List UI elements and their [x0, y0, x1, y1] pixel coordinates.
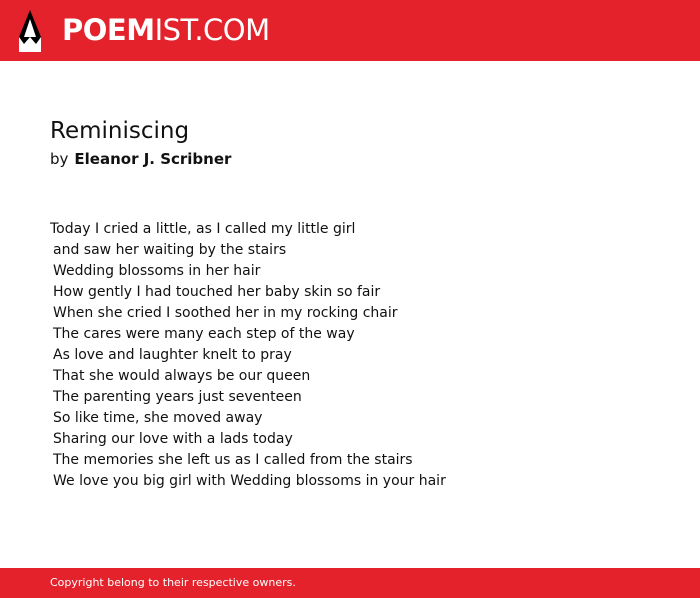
poem-byline [50, 149, 231, 169]
poem-line: As love and laughter knelt to pray [53, 347, 292, 363]
poem-line: That she would always be our queen [53, 368, 311, 384]
poem-line: We love you big girl with Wedding blossoms in your hair [53, 473, 446, 489]
logo-light-text: IST.COM [154, 13, 270, 47]
logo-bold-text: POEM [62, 13, 155, 47]
poem-line: and saw her waiting by the stairs [53, 242, 287, 258]
poem-line: When she cried I soothed her in my rocking chair [53, 305, 398, 321]
poem-line: How gently I had touched her baby skin so fair [53, 284, 381, 300]
author-name: Eleanor J. Scribner [74, 150, 232, 168]
copyright-text: Copyright belong to their respective owners. [50, 576, 296, 589]
site-footer [0, 568, 700, 598]
by-label: by [50, 150, 69, 168]
poem-title: Reminiscing [50, 118, 190, 144]
poem-line: The memories she left us as I called from the stairs [53, 452, 413, 468]
poem-line: Sharing our love with a lads today [53, 431, 293, 447]
site-logo[interactable] [62, 12, 270, 48]
pen-nib-icon[interactable] [17, 10, 43, 52]
site-header [0, 0, 700, 61]
poem-line: The parenting years just seventeen [53, 389, 302, 405]
poem-line: Today I cried a little, as I called my little girl [50, 221, 356, 237]
poem-line: The cares were many each step of the way [53, 326, 355, 342]
poem-body [50, 219, 446, 492]
poem-line: Wedding blossoms in her hair [53, 263, 261, 279]
poem-line: So like time, she moved away [53, 410, 263, 426]
